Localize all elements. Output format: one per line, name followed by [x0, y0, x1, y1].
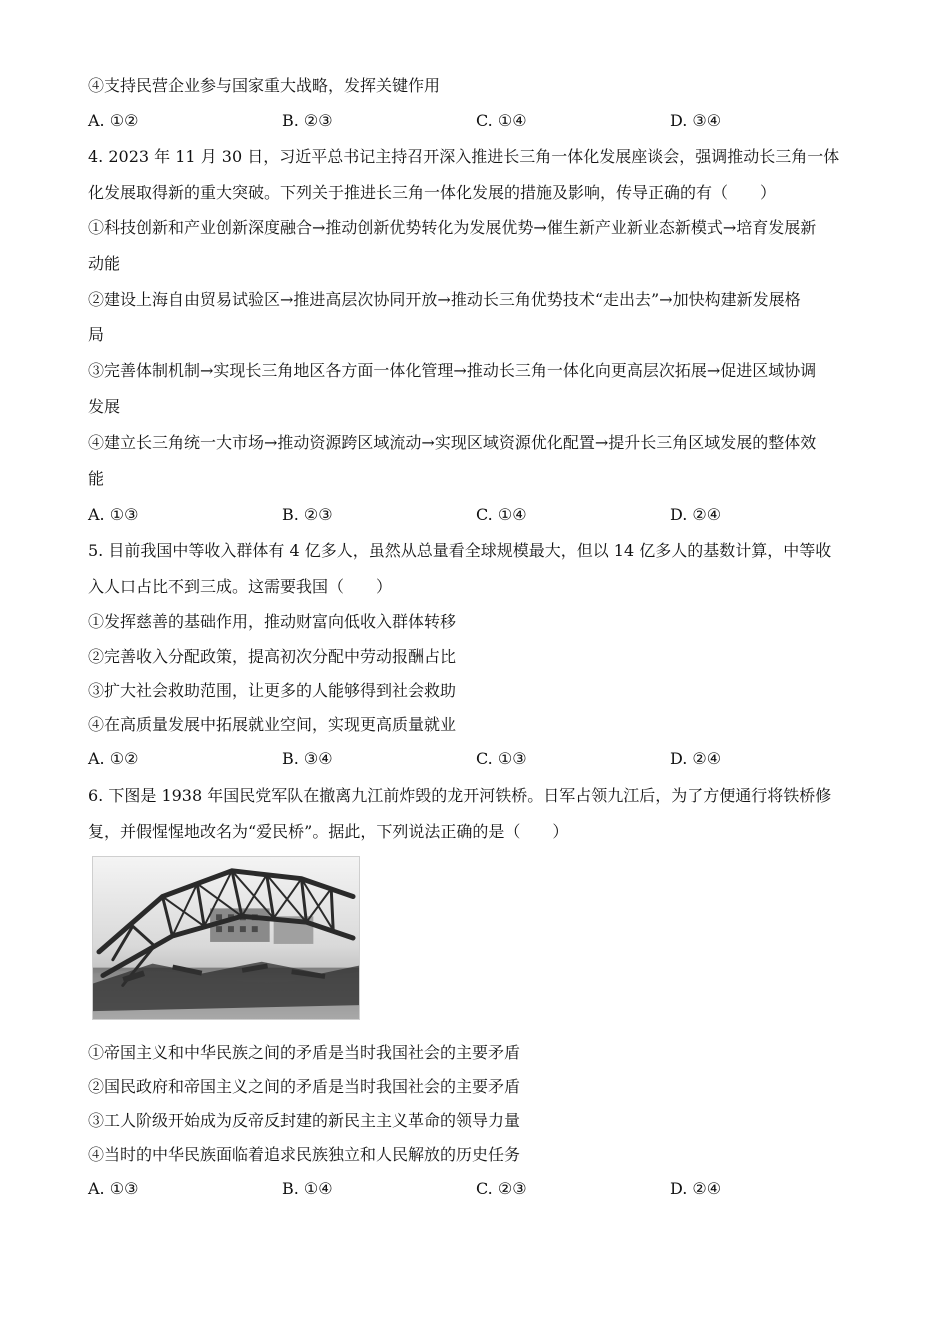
q4-option-d: D. ②④: [670, 505, 722, 524]
q6-options: [88, 1179, 868, 1199]
q5-item-1: ①发挥慈善的基础作用，推动财富向低收入群体转移: [88, 612, 457, 631]
q5-item-3: ③扩大社会救助范围，让更多的人能够得到社会救助: [88, 681, 457, 700]
q5-option-a: A. ①②: [88, 749, 139, 768]
q6-item-2: ②国民政府和帝国主义之间的矛盾是当时我国社会的主要矛盾: [88, 1077, 521, 1096]
q6-item-1: ①帝国主义和中华民族之间的矛盾是当时我国社会的主要矛盾: [88, 1043, 521, 1062]
q3-option-c: C. ①④: [476, 111, 527, 130]
q4-item-4-line-1: ④建立长三角统一大市场→推动资源跨区域流动→实现区域资源优化配置→提升长三角区域发展的整体效: [88, 433, 817, 452]
q5-item-4: ④在高质量发展中拓展就业空间，实现更高质量就业: [88, 715, 457, 734]
q6-stem-line-2: 复，并假惺惺地改名为“爱民桥”。据此，下列说法正确的是（ ）: [88, 822, 569, 841]
q4-item-3-line-1: ③完善体制机制→实现长三角地区各方面一体化管理→推动长三角一体化向更高层次拓展→促进区域协调: [88, 361, 817, 380]
q3-option-b: B. ②③: [282, 111, 333, 130]
q4-option-b: B. ②③: [282, 505, 333, 524]
q4-item-4-line-2: 能: [88, 469, 105, 488]
q5-stem-line-1: 5. 目前我国中等收入群体有 4 亿多人，虽然从总量看全球规模最大，但以 14 亿多人的基数计算，中等收: [88, 541, 832, 560]
q6-option-a: A. ①③: [88, 1179, 139, 1198]
q6-stem-line-1: 6. 下图是 1938 年国民党军队在撤离九江前炸毁的龙开河铁桥。日军占领九江后，为了方便通行将铁桥修: [88, 786, 832, 805]
q4-option-c: C. ①④: [476, 505, 527, 524]
q5-option-c: C. ①③: [476, 749, 527, 768]
q3-option-d: D. ③④: [670, 111, 722, 130]
bridge-photo: [92, 856, 360, 1020]
q6-item-3: ③工人阶级开始成为反帝反封建的新民主主义革命的领导力量: [88, 1111, 521, 1130]
q5-option-d: D. ②④: [670, 749, 722, 768]
q4-item-2-line-2: 局: [88, 325, 105, 344]
q3-option-a: A. ①②: [88, 111, 139, 130]
q4-item-1-line-1: ①科技创新和产业创新深度融合→推动创新优势转化为发展优势→催生新产业新业态新模式→培育发展新: [88, 218, 817, 237]
q5-options: [88, 749, 868, 769]
q3-item-4: ④支持民营企业参与国家重大战略，发挥关键作用: [88, 76, 441, 95]
destroyed-bridge-image: [93, 857, 359, 1019]
q6-item-4: ④当时的中华民族面临着追求民族独立和人民解放的历史任务: [88, 1145, 521, 1164]
q5-stem-line-2: 入人口占比不到三成。这需要我国（ ）: [88, 577, 393, 596]
q6-option-d: D. ②④: [670, 1179, 722, 1198]
q5-item-2: ②完善收入分配政策，提高初次分配中劳动报酬占比: [88, 647, 457, 666]
q4-item-2-line-1: ②建设上海自由贸易试验区→推进高层次协同开放→推动长三角优势技术“走出去”→加快构建新发展格: [88, 290, 801, 309]
q6-option-c: C. ②③: [476, 1179, 527, 1198]
q4-options: [88, 505, 868, 525]
q6-option-b: B. ①④: [282, 1179, 333, 1198]
q4-stem-line-1: 4. 2023 年 11 月 30 日，习近平总书记主持召开深入推进长三角一体化发展座谈会，强调推动长三角一体: [88, 147, 840, 166]
q5-option-b: B. ③④: [282, 749, 333, 768]
q3-options: [88, 111, 868, 131]
q4-option-a: A. ①③: [88, 505, 139, 524]
q4-item-1-line-2: 动能: [88, 254, 121, 273]
q4-item-3-line-2: 发展: [88, 397, 121, 416]
q4-stem-line-2: 化发展取得新的重大突破。下列关于推进长三角一体化发展的措施及影响，传导正确的有（ ）: [88, 183, 777, 202]
